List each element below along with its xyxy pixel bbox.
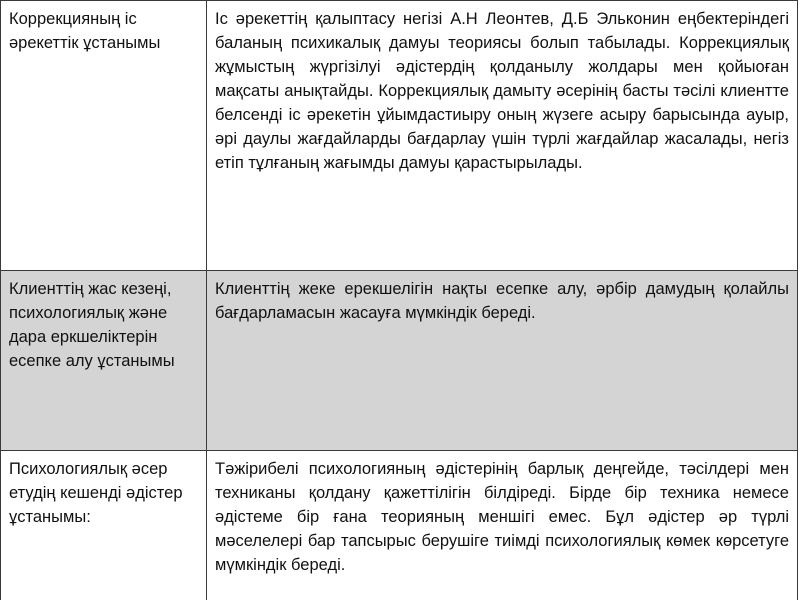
table-row <box>1 271 798 451</box>
principle-name-cell: Коррекцияның іс әрекеттік ұстанымы <box>1 1 207 271</box>
principle-name-cell: Клиенттің жас кезеңі, психологиялық және дара еркшеліктерін есепке алу ұстанымы <box>1 271 207 451</box>
principle-description-cell: Тәжірибелі психологияның әдістерінің барлық деңгейде, тәсілдері мен техниканы қолдану қажеттілігін білдіреді. Бірде бір техника немесе әдістеме бір ғана теорияның меншігі емес. Бұл әдістер әр түрлі мәселелері бар тапсырыс берушіге тиімді психологиялық көмек көрсетуге мүмкіндік береді. <box>207 451 798 600</box>
principle-name-cell: Психологиялық әсер етудің кешенді әдістер ұстанымы: <box>1 451 207 600</box>
table-row <box>1 1 798 271</box>
principle-description-cell: Клиенттің жеке ерекшелігін нақты есепке алу, әрбір дамудың қолайлы бағдарламасын жасауға мүмкіндік береді. <box>207 271 798 451</box>
principle-description-cell: Іс әрекеттің қалыптасу негізі А.Н Леонтев, Д.Б Эльконин еңбектеріндегі баланың психикалық дамуы теориясы болып табылады. Коррекциялық жұмыстың жүргізілуі әдістердің қолданылу жолдары мен қойыоған мақсаты анықтайды. Коррекциялық дамыту әсерінің басты тәсілі клиентте белсенді іс әрекетін ұйымдастиыру оның жүзеге асыру барысында ауыр, әрі даулы жағдайларды бағдарлау үшін түрлі жағдайлар жасалады, негіз етіп тұлғаның жағымды дамуы қарастырылады. <box>207 1 798 271</box>
table-row <box>1 451 798 600</box>
